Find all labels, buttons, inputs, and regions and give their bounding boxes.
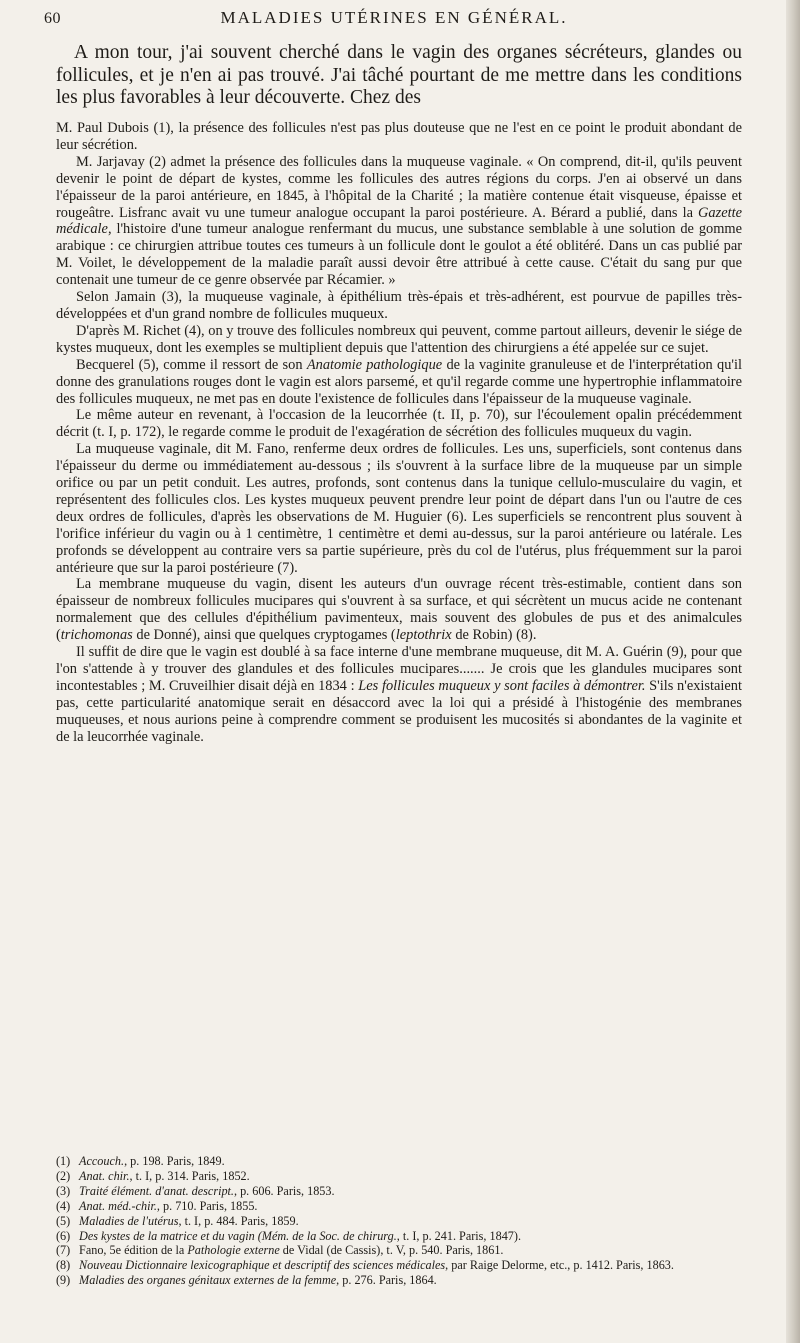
paragraph-jamain: Selon Jamain (3), la muqueuse vaginale, à épithélium très-épais et très-adhérent, est pourvue de papilles très-développées et d'un grand nombre de follicules muqueux.: [56, 289, 742, 322]
text-run: de Robin) (8).: [455, 627, 537, 644]
page-number: 60: [44, 10, 61, 27]
footnote-details: , par Raige Delorme, etc., p. 1412. Paris, 1863.: [445, 1258, 674, 1273]
footnotes: [56, 1154, 742, 1288]
footnote-number: (7): [56, 1243, 71, 1258]
footnote-details: , p. 606. Paris, 1853.: [233, 1183, 335, 1198]
footnote-title: Des kystes de la matrice et du vagin (Mém. de la Soc. de chirurg.: [79, 1228, 397, 1243]
text-run: S'ils n'existaient pas, cette particularité anatomique serait en désaccord avec la loi qui a présidé à l'histogénie des membranes muqueuses, et nous aurions peine à comprendre comment se produisent les mucosités si abondantes de la vaginite et de la leucorrhée vaginale.: [56, 677, 742, 745]
page-edge-shadow: [786, 0, 800, 1343]
footnote-number: (6): [56, 1228, 71, 1243]
text-run: , l'histoire d'une tumeur analogue renfermant du mucus, une substance semblable à une solution de gomme arabique : ce chirurgien attribue toutes ces tumeurs à un follicule dont le goulot a été oblitéré. Dans un cas publié par M. Voilet, le développement de la maladie paraît aussi devoir être attribué à cette cause. C'était du sang pur que contenait une tumeur de ce genre observée par Récamier. »: [56, 221, 742, 289]
text-run: de la vaginite granuleuse et de l'interprétation qu'il donne des granulations rouges dont le vagin est alors parsemé, et qu'il regarde comme une hypertrophie inflammatoire des follicules muqueux, ne met pas en doute l'existence de follicules dans l'épaisseur de la muqueuse vaginale.: [56, 356, 742, 407]
footnote-number: (5): [56, 1213, 71, 1228]
text-run: M. Jarjavay (2) admet la présence des follicules dans la muqueuse vaginale. « On comprend, dit-il, qu'ils peuvent devenir le point de départ de kystes, comme les follicules des autres régions du corps. J'en ai observé un dans l'épaisseur de la paroi antérieure, en 1845, à l'hôpital de la Charité ; la matière contenue était visqueuse, épaisse et rougeâtre. Lisfranc avait vu une tumeur analogue occupant la paroi postérieure. A. Bérard a publié, dans la: [56, 153, 742, 221]
footnote: [56, 1273, 742, 1287]
footnote-details: , t. I, p. 241. Paris, 1847).: [396, 1228, 521, 1243]
paragraph-becquerel: [56, 357, 742, 408]
paragraph-guerin: [56, 644, 742, 745]
footnote-details: de Vidal (de Cassis), t. V, p. 540. Paris, 1861.: [279, 1243, 504, 1258]
footnote-details: , p. 276. Paris, 1864.: [336, 1273, 437, 1288]
footnote-title: Maladies des organes génitaux externes de la femme: [79, 1273, 337, 1288]
paragraph-fano: La muqueuse vaginale, dit M. Fano, renferme deux ordres de follicules. Les uns, superficiels, sont contenus dans l'épaisseur du derme ou immédiatement au-dessous ; ils s'ouvrent à la surface libre de la muqueuse par un simple orifice ou par un petit conduit. Les autres, profonds, sont contenus dans la tunique cellulo-musculaire du vagin, et représentent des follicules clos. Les kystes muqueux peuvent prendre leur point de départ dans l'un ou l'autre de ces deux ordres de follicules, d'après les observations de M. Huguier (6). Les superficiels se rencontrent plus souvent à l'orifice inférieur du vagin ou à 1 centimètre, 1 centimètre et demi au-dessus, sur la paroi antérieure ou latérale. Les profonds se développent au contraire vers sa partie supérieure, près du col de l'utérus, plus fréquemment sur la paroi antérieure que sur la paroi postérieure (7).: [56, 441, 742, 576]
text-run: de Donné), ainsi que quelques cryptogames (: [136, 627, 396, 644]
page-header: [44, 4, 744, 32]
footnote: [56, 1214, 742, 1228]
footnote: [56, 1229, 742, 1243]
footnote-details: , t. I, p. 484. Paris, 1859.: [178, 1213, 299, 1228]
paragraph-leucorrhee: Le même auteur en revenant, à l'occasion de la leucorrhée (t. II, p. 70), sur l'écoulement opalin précédemment décrit (t. I, p. 172), le regarde comme le produit de l'exagération de sécrétion des follicules muqueux du vagin.: [56, 407, 742, 441]
italic-title: Anatomie pathologique: [306, 356, 443, 373]
italic-quote: Les follicules muqueux y sont faciles à démontrer.: [358, 677, 646, 694]
footnote-title: Maladies de l'utérus: [79, 1213, 179, 1228]
running-head: MALADIES UTÉRINES EN GÉNÉRAL.: [220, 8, 568, 27]
footnote: [56, 1199, 742, 1213]
text-run: Il suffit de dire que le vagin est doublé à sa face interne d'une membrane muqueuse, dit M. A. Guérin (9), pour que l'on s'attende à y trouver des glandules et des follicules mucipares....... Je crois que les glandules mucipares sont incontestables ; M. Cruveilhier disait déjà en 1834 :: [56, 644, 742, 694]
lead-paragraph: A mon tour, j'ai souvent cherché dans le vagin des organes sécréteurs, glandes ou follicules, et je n'en ai pas trouvé. J'ai tâché pourtant de me mettre dans les conditions les plus favorables à leur découverte. Chez des: [56, 42, 742, 108]
paragraph-membrane: [56, 576, 742, 644]
footnote-prefix: Fano, 5e édition de la: [79, 1243, 188, 1258]
italic-title: Gazette médicale: [56, 204, 742, 238]
footnote-details: , p. 710. Paris, 1855.: [156, 1198, 258, 1213]
italic-term: leptothrix: [395, 627, 452, 644]
footnote-number: (8): [56, 1258, 71, 1273]
footnote-details: , t. I, p. 314. Paris, 1852.: [129, 1168, 250, 1183]
footnote-title: Anat. méd.-chir.: [79, 1198, 157, 1213]
footnote: [56, 1184, 742, 1198]
footnote-title: Anat. chir.: [79, 1168, 130, 1183]
footnote-number: (3): [56, 1183, 71, 1198]
footnote-number: (2): [56, 1168, 71, 1183]
paragraph-richet: D'après M. Richet (4), on y trouve des follicules nombreux qui peuvent, comme partout ailleurs, devenir le siége de kystes muqueux, dont les exemples se multiplient depuis que l'attention des chirurgiens a été appelée sur ce sujet.: [56, 322, 742, 356]
italic-term: trichomonas: [60, 627, 133, 644]
body-text: [56, 120, 742, 746]
footnote: [56, 1243, 742, 1257]
footnote-number: (4): [56, 1198, 71, 1213]
text-run: La membrane muqueuse du vagin, disent les auteurs d'un ouvrage récent très-estimable, contient dans son épaisseur de nombreux follicules mucipares qui s'ouvrent à sa surface, et qui sécrètent un mucus acide ne contenant normalement que des cellules d'épithélium pavimenteux, mais souvent des globules de pus et des animalcules (: [56, 576, 742, 644]
paragraph-dubois: M. Paul Dubois (1), la présence des follicules n'est pas plus douteuse que ne l'est en ce point le produit abondant de leur sécrétion.: [56, 120, 742, 153]
footnote-number: (9): [56, 1273, 71, 1288]
footnote-details: , p. 198. Paris, 1849.: [124, 1154, 225, 1168]
footnote: [56, 1258, 742, 1272]
footnote: [56, 1169, 742, 1183]
footnote-title: Nouveau Dictionnaire lexicographique et descriptif des sciences médicales: [79, 1258, 446, 1273]
footnote-title: Accouch.: [79, 1154, 125, 1168]
footnote: [56, 1154, 742, 1168]
paragraph-jarjavay: [56, 154, 742, 289]
footnote-title: Traité élément. d'anat. descript.: [79, 1183, 234, 1198]
text-run: Becquerel (5), comme il ressort de son: [76, 356, 303, 373]
footnote-title: Pathologie externe: [187, 1243, 280, 1258]
footnote-number: (1): [56, 1154, 71, 1168]
